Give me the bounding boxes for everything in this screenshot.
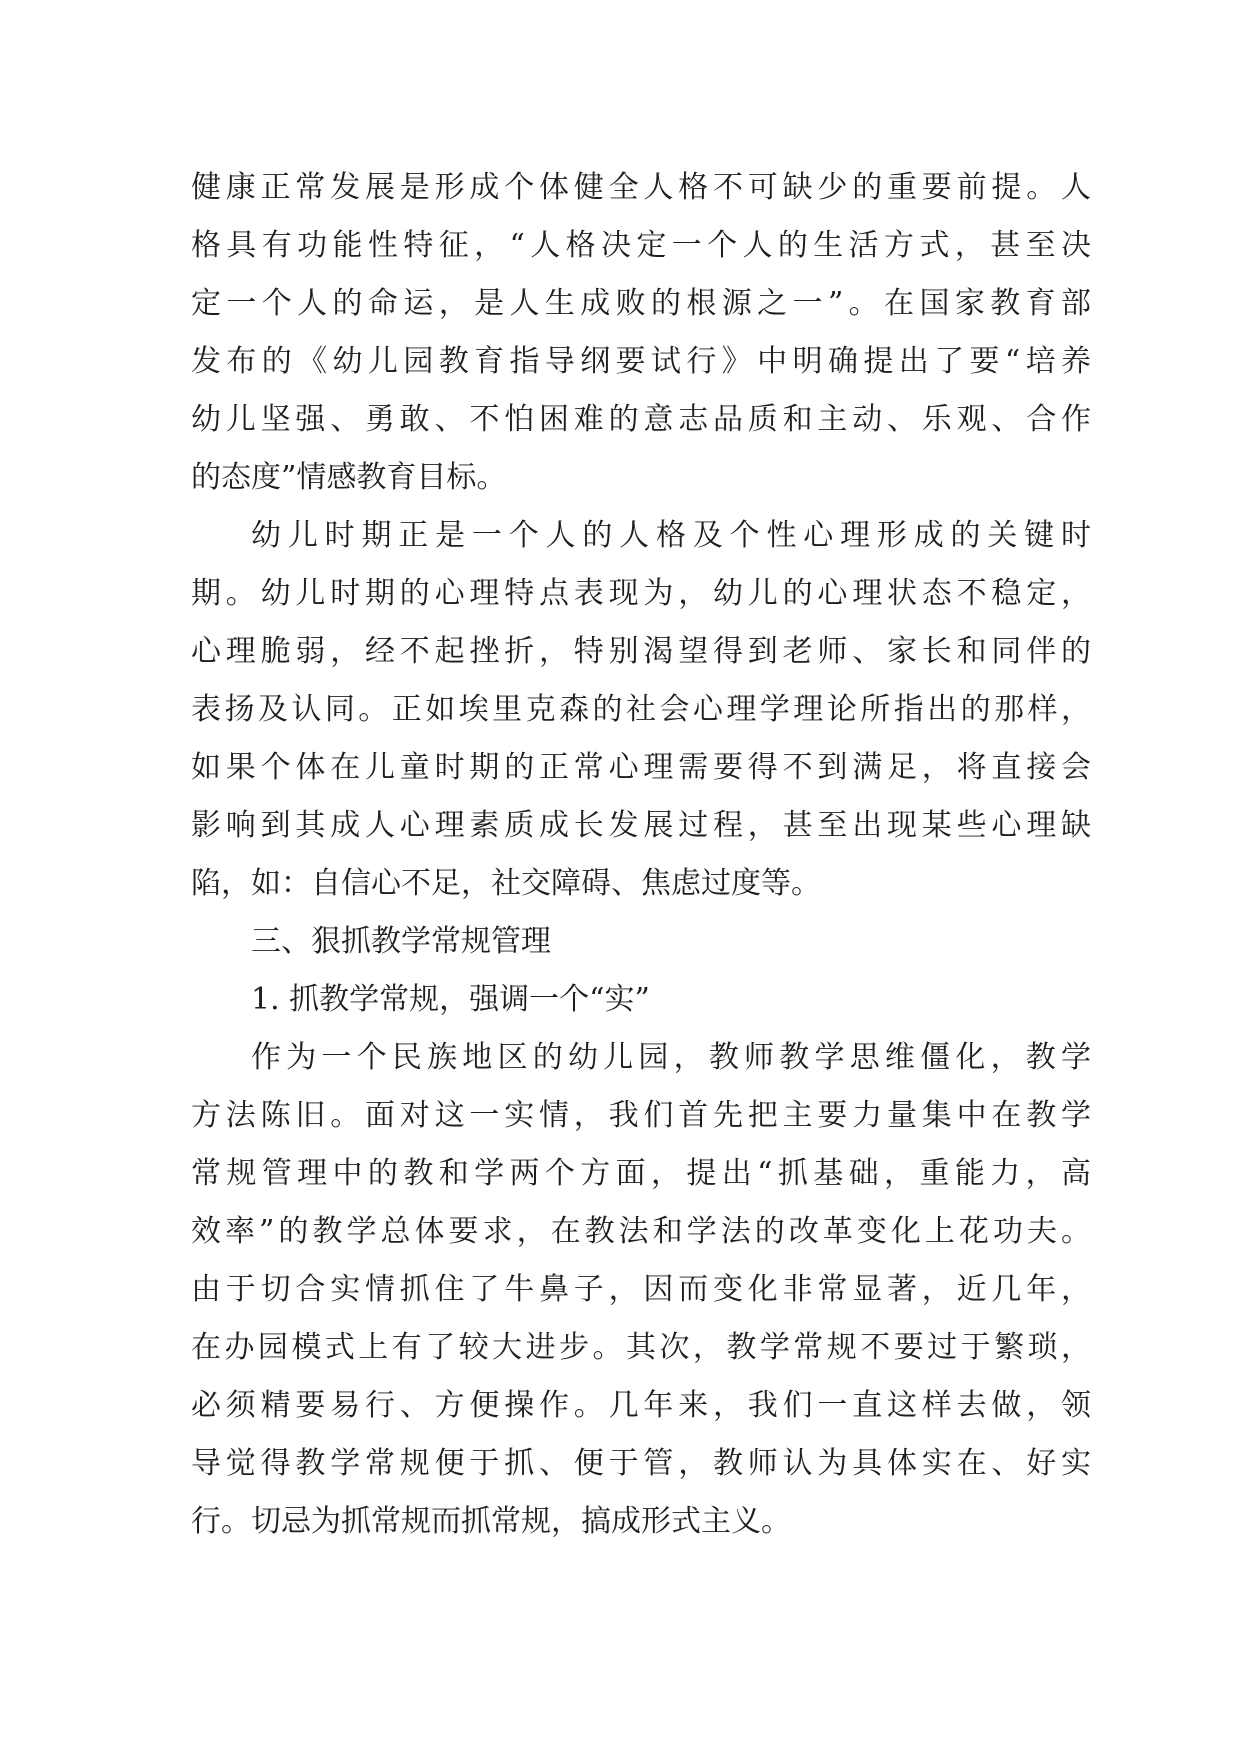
text-line: 常规管理中的教和学两个方面，提出“抓基础，重能力，高 bbox=[191, 1156, 1091, 1191]
text-line: 表扬及认同。正如埃里克森的社会心理学理论所指出的那样， bbox=[191, 692, 1091, 727]
document-body bbox=[191, 159, 1091, 1551]
text-line: 格具有功能性特征，“人格决定一个人的生活方式，甚至决 bbox=[191, 228, 1091, 263]
text-line: 健康正常发展是形成个体健全人格不可缺少的重要前提。人 bbox=[191, 170, 1091, 205]
text-line: 影响到其成人心理素质成长发展过程，甚至出现某些心理缺 bbox=[191, 808, 1091, 843]
text-line: 如果个体在儿童时期的正常心理需要得不到满足，将直接会 bbox=[191, 750, 1091, 785]
text-line: 必须精要易行、方便操作。几年来，我们一直这样去做，领 bbox=[191, 1388, 1091, 1423]
text-line: 定一个人的命运，是人生成败的根源之一”。在国家教育部 bbox=[191, 286, 1091, 321]
text-line: 期。幼儿时期的心理特点表现为，幼儿的心理状态不稳定， bbox=[191, 576, 1091, 611]
paragraph-2 bbox=[191, 507, 1091, 913]
text-line: 发布的《幼儿园教育指导纲要试行》中明确提出了要“培养 bbox=[191, 344, 1091, 379]
text-line: 心理脆弱，经不起挫折，特别渴望得到老师、家长和同伴的 bbox=[191, 634, 1091, 669]
text-line: 幼儿时期正是一个人的人格及个性心理形成的关键时 bbox=[251, 518, 1091, 553]
paragraph-3 bbox=[191, 1029, 1091, 1551]
text-line: 方法陈旧。面对这一实情，我们首先把主要力量集中在教学 bbox=[191, 1098, 1091, 1133]
text-line: 在办园模式上有了较大进步。其次，教学常规不要过于繁琐， bbox=[191, 1330, 1091, 1365]
text-line: 作为一个民族地区的幼儿园，教师教学思维僵化，教学 bbox=[251, 1040, 1091, 1075]
heading-text: 三、狠抓教学常规管理 bbox=[251, 924, 551, 959]
text-line: 的态度”情感教育目标。 bbox=[191, 460, 507, 495]
text-line: 效率”的教学总体要求，在教法和学法的改革变化上花功夫。 bbox=[191, 1214, 1091, 1249]
paragraph-1 bbox=[191, 159, 1091, 507]
section-heading bbox=[191, 913, 1091, 971]
subsection-heading bbox=[191, 971, 1091, 1029]
text-line: 幼儿坚强、勇敢、不怕困难的意志品质和主动、乐观、合作 bbox=[191, 402, 1091, 437]
text-line: 行。切忌为抓常规而抓常规，搞成形式主义。 bbox=[191, 1504, 791, 1539]
heading-text: 1. 抓教学常规，强调一个“实” bbox=[251, 982, 650, 1017]
text-line: 由于切合实情抓住了牛鼻子，因而变化非常显著，近几年， bbox=[191, 1272, 1091, 1307]
text-line: 导觉得教学常规便于抓、便于管，教师认为具体实在、好实 bbox=[191, 1446, 1091, 1481]
text-line: 陷，如：自信心不足，社交障碍、焦虑过度等。 bbox=[191, 866, 821, 901]
